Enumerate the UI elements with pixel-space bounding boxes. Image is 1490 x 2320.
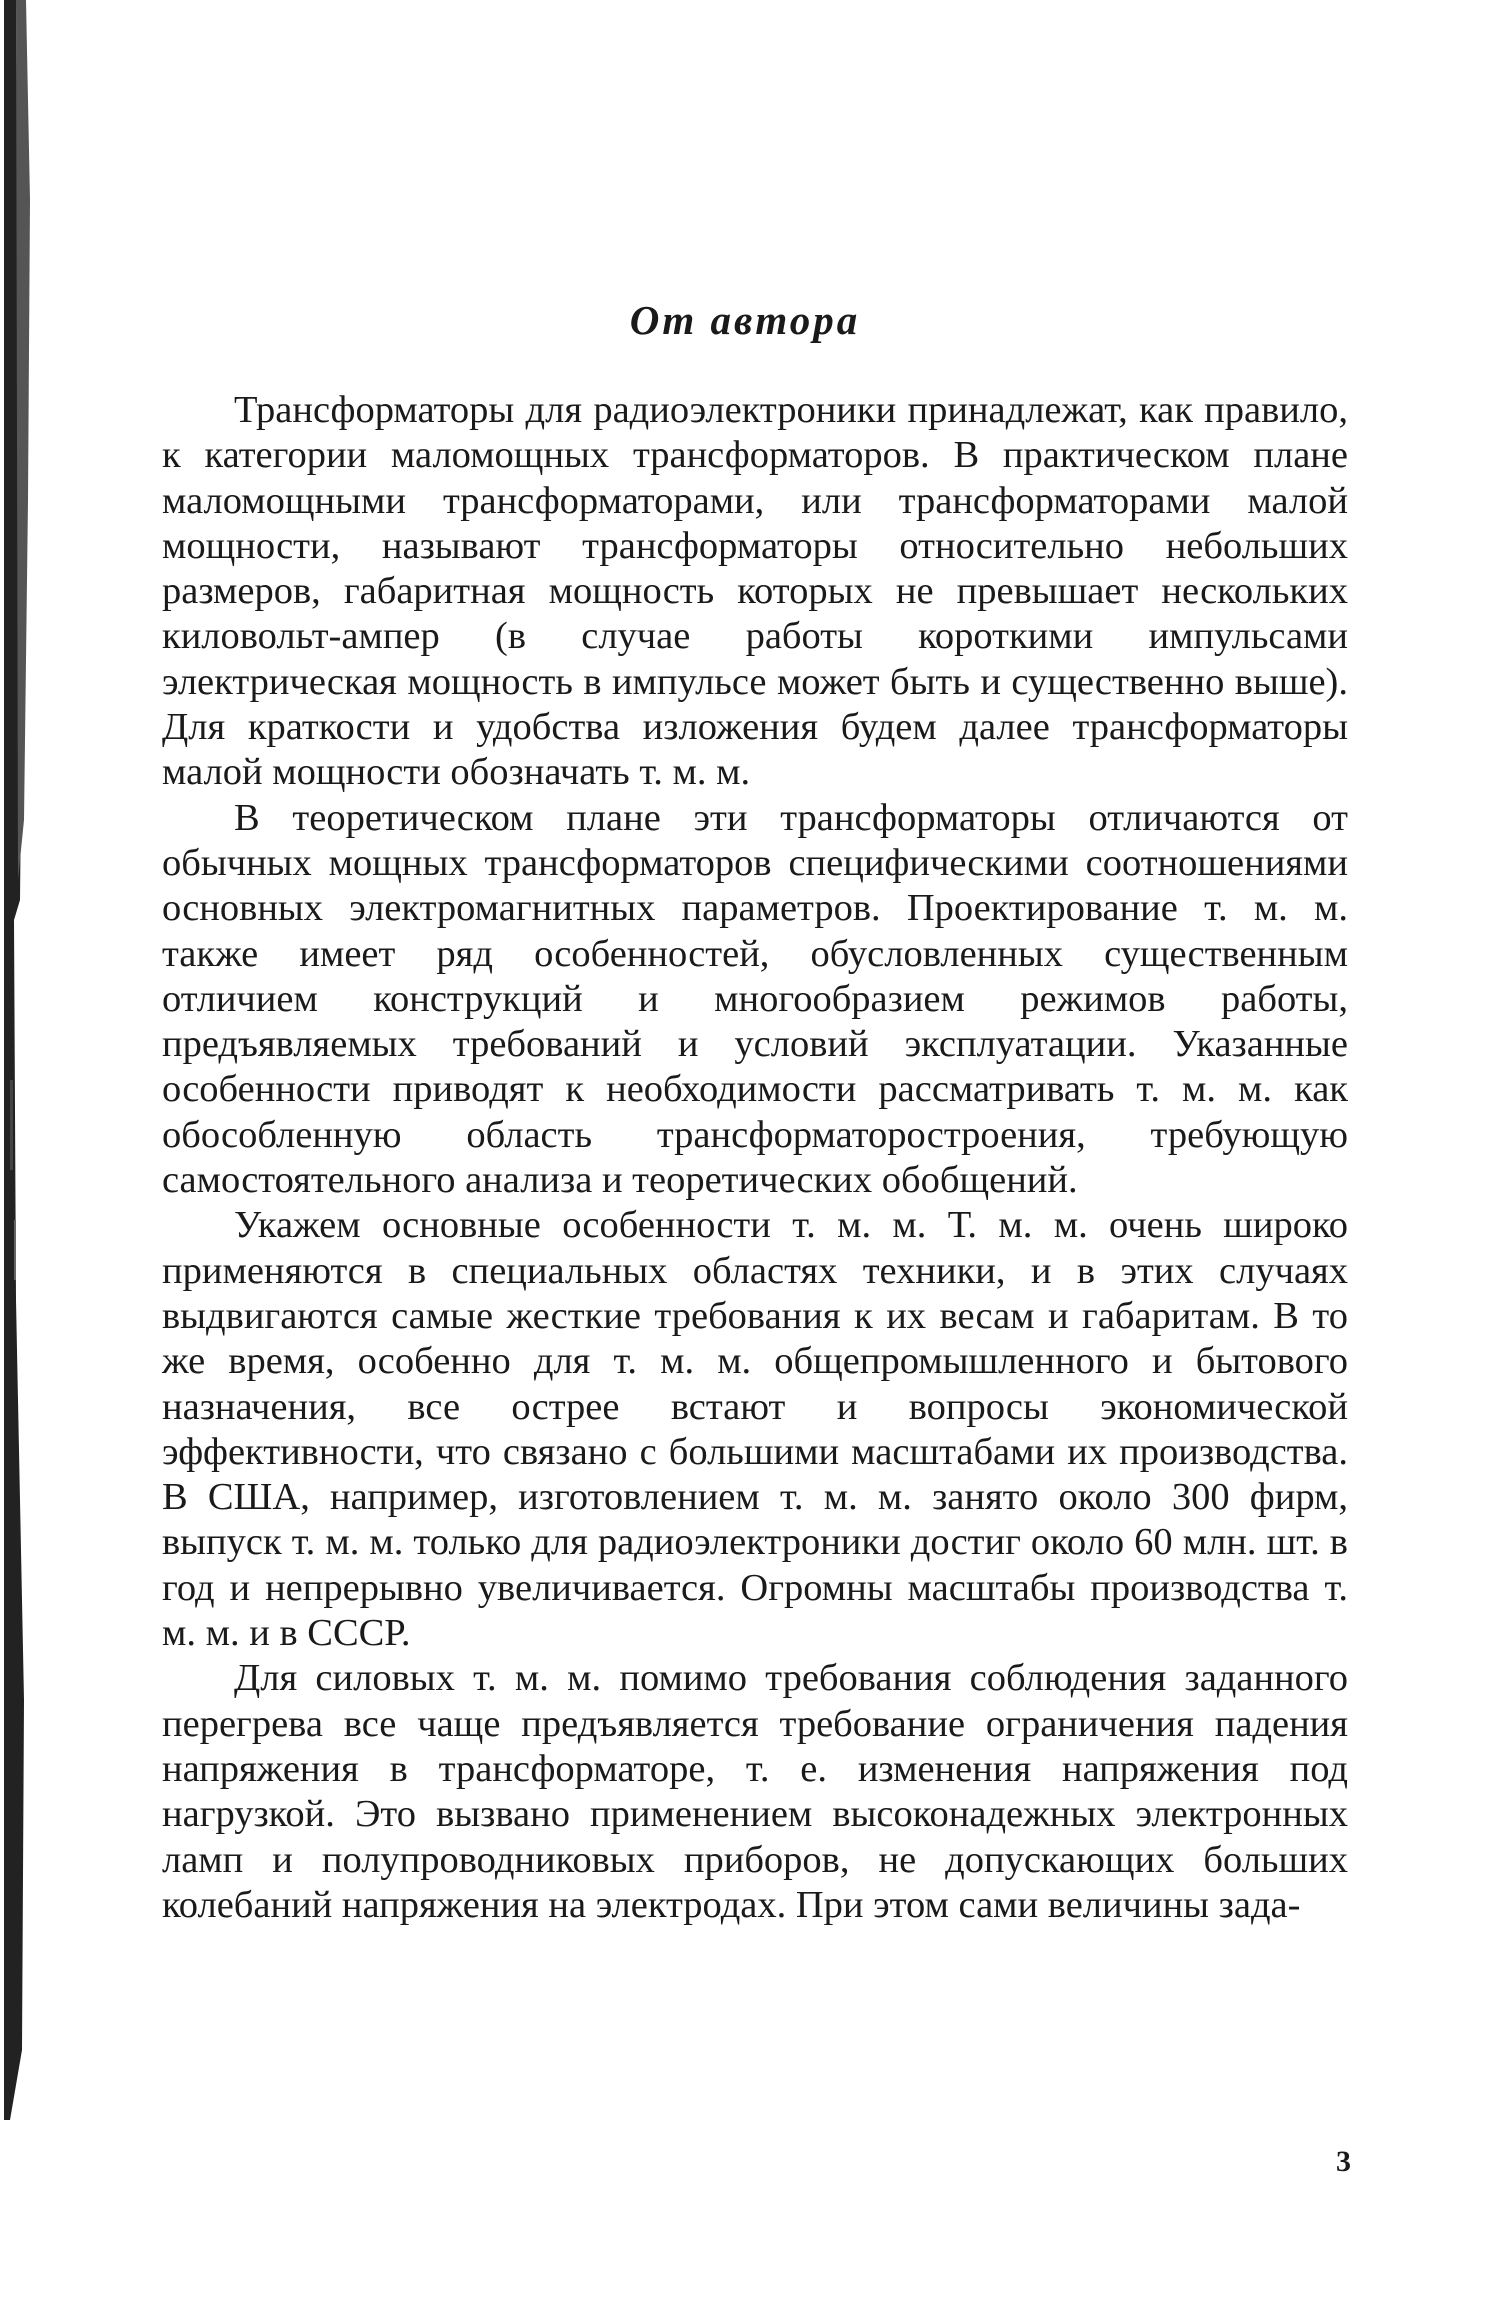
page-binding-shadow [0,0,38,2320]
page-number: 3 [1336,2145,1351,2178]
paragraph-2: В теоретическом плане эти трансформаторы отличаются от обычных мощных трансформаторов специфическими соотношениями основных электромагнитных параметров. Проектирование т. м. м. также имеет ряд особенностей, обусловленных существенным отличием конструкций и многообразием режимов работы, предъявляемых требований и условий эксплуатации. Указанные особенности приводят к необходимости рассматривать т. м. м. как обособленную область трансформаторостроения, требующую самостоятельного анализа и теоретических обобщений. [162,796,1348,1202]
page-title: От автора [629,297,861,343]
body-text [162,388,1348,1928]
paragraph-3: Укажем основные особенности т. м. м. Т. м. м. очень широко применяются в специальных областях техники, и в этих случаях выдвигаются самые жесткие требования к их весам и габаритам. В то же время, особенно для т. м. м. общепромышленного и бытового назначения, все острее встают и вопросы экономической эффективности, что связано с большими масштабами их производства. В США, например, изготовлением т. м. м. занято около 300 фирм, выпуск т. м. м. только для радиоэлектроники достиг около 60 млн. шт. в год и непрерывно увеличивается. Огромны масштабы производства т. м. м. и в СССР. [162,1204,1348,1655]
paragraph-4: Для силовых т. м. м. помимо требования соблюдения заданного перегрева все чаще предъявляется требование ограничения падения напряжения в трансформаторе, т. е. изменения напряжения под нагрузкой. Это вызвано применением высоконадежных электронных ламп и полупроводниковых приборов, не допускающих больших колебаний напряжения на электродах. При этом сами величины зада- [162,1657,1348,1926]
paragraph-1: Трансформаторы для радиоэлектроники принадлежат, как правило, к категории маломощных трансформаторов. В практическом плане маломощными трансформаторами, или трансформаторами малой мощности, называют трансформаторы относительно небольших размеров, габаритная мощность которых не превышает нескольких киловольт-ампер (в случае работы короткими импульсами электрическая мощность в импульсе может быть и существенно выше). Для краткости и удобства изложения будем далее трансформаторы малой мощности обозначать т. м. м. [162,389,1348,794]
